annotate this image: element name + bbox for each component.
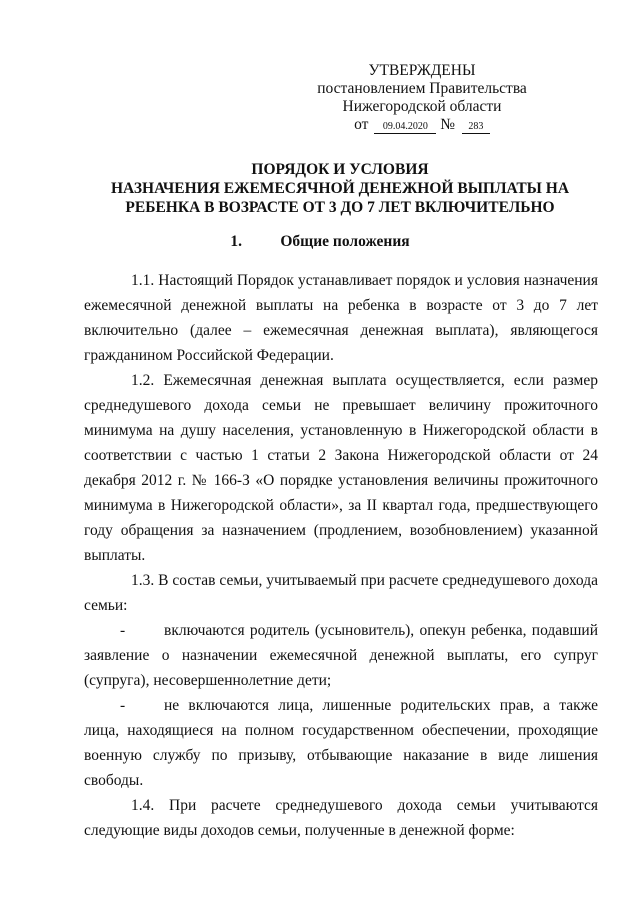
title-line-1: ПОРЯДОК И УСЛОВИЯ — [251, 161, 429, 178]
approved-by-line: постановлением Правительства — [317, 80, 527, 97]
approved-region-line: Нижегородской области — [342, 98, 502, 115]
approval-date-line — [292, 116, 552, 134]
paragraph-1-3: 1.3. В состав семьи, учитываемый при расчете среднедушевого дохода семьи: — [84, 572, 598, 614]
list-item — [84, 693, 598, 793]
section-number: 1. — [230, 233, 242, 250]
title-line-2: НАЗНАЧЕНИЯ ЕЖЕМЕСЯЧНОЙ ДЕНЕЖНОЙ ВЫПЛАТЫ НА — [110, 180, 570, 197]
approval-number: 283 — [462, 121, 490, 134]
list-dash: - — [120, 697, 126, 714]
list-dash: - — [120, 622, 126, 639]
list-item — [84, 618, 598, 693]
document-body — [84, 268, 598, 843]
title-line-3: РЕБЕНКА В ВОЗРАСТЕ ОТ 3 ДО 7 ЛЕТ ВКЛЮЧИТЕЛЬНО — [125, 199, 555, 216]
approval-stamp — [292, 62, 552, 134]
approval-date: 09.04.2020 — [374, 121, 436, 134]
section-heading — [0, 232, 640, 251]
paragraph-1-1: 1.1. Настоящий Порядок устанавливает порядок и условия назначения ежемесячной денежной выплаты на ребенка в возрасте от 3 до 7 лет включительно (далее – ежемесячная денежная выплата), являющегося гражданином Российской Федерации. — [84, 272, 598, 364]
approved-heading: УТВЕРЖДЕНЫ — [368, 62, 476, 79]
paragraph-1-4: 1.4. При расчете среднедушевого дохода семьи учитываются следующие виды доходов семьи, полученные в денежной форме: — [84, 797, 598, 839]
section-title: Общие положения — [280, 233, 410, 250]
number-label: № — [440, 116, 455, 133]
document-title — [70, 160, 610, 217]
paragraph-1-2: 1.2. Ежемесячная денежная выплата осуществляется, если размер среднедушевого дохода семьи не превышает величину прожиточного минимума на душу населения, установленную в Нижегородской области в соответствии с частью 1 статьи 2 Закона Нижегородской области от 24 декабря 2012 г. № 166-З «О порядке установления величины прожиточного минимума в Нижегородской области», за II квартал года, предшествующего году обращения за назначением (продлением, возобновлением) указанной выплаты. — [84, 372, 598, 564]
from-label: от — [354, 116, 369, 133]
list-item-text: не включаются лица, лишенные родительских прав, а также лица, находящиеся на полном государственном обеспечении, проходящие военную службу по призыву, отбывающие наказание в виде лишения свободы. — [84, 697, 598, 789]
list-item-text: включаются родитель (усыновитель), опекун ребенка, подавший заявление о назначении ежемесячной денежной выплаты, его супруг (супруга), несовершеннолетние дети; — [84, 622, 598, 689]
